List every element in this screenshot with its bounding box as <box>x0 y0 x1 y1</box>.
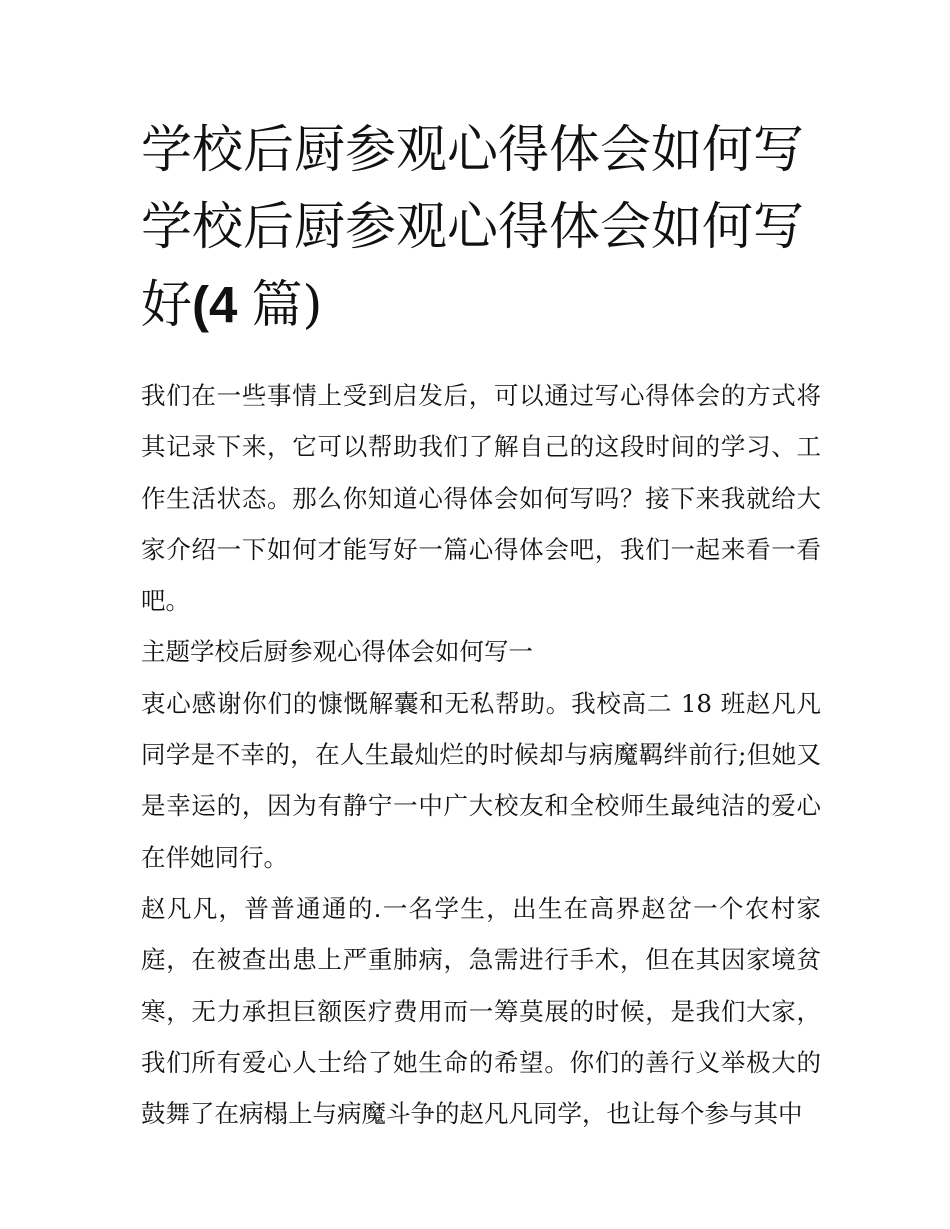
title-line-3-number: (4 <box>192 276 252 333</box>
title-line-3-prefix: 好 <box>141 276 193 335</box>
title-line-3-suffix: 篇) <box>251 276 323 335</box>
intro-paragraph: 我们在一些事情上受到启发后，可以通过写心得体会的方式将其记录下来，它可以帮助我们了解自己的这段时间的学习、工作生活状态。那么你知道心得体会如何写吗？接下来我就给大家介绍一下如何才能写好一篇心得体会吧，我们一起来看一看吧。 <box>141 381 821 616</box>
title-line-1: 学校后厨参观心得体会如何写 <box>141 121 805 180</box>
document-title <box>141 112 821 344</box>
title-line-2: 学校后厨参观心得体会如何写 <box>141 198 805 257</box>
section-heading: 主题学校后厨参观心得体会如何写一 <box>141 637 533 667</box>
body-paragraph: 衷心感谢你们的慷慨解囊和无私帮助。我校高二 18 班赵凡凡同学是不幸的，在人生最灿烂的时候却与病魔羁绊前行;但她又是幸运的，因为有静宁一中广大校友和全校师生最纯洁的爱心在伴她同行。 <box>141 688 821 872</box>
body-paragraph: 赵凡凡，普普通通的.一名学生，出生在高界赵岔一个农村家庭，在被查出患上严重肺病，急需进行手术，但在其因家境贫寒，无力承担巨额医疗费用而一筹莫展的时候，是我们大家，我们所有爱心人士给了她生命的希望。你们的善行义举极大的鼓舞了在病榻上与病魔斗争的赵凡凡同学，也让每个参与其中 <box>141 893 821 1129</box>
document-page <box>141 112 821 1139</box>
